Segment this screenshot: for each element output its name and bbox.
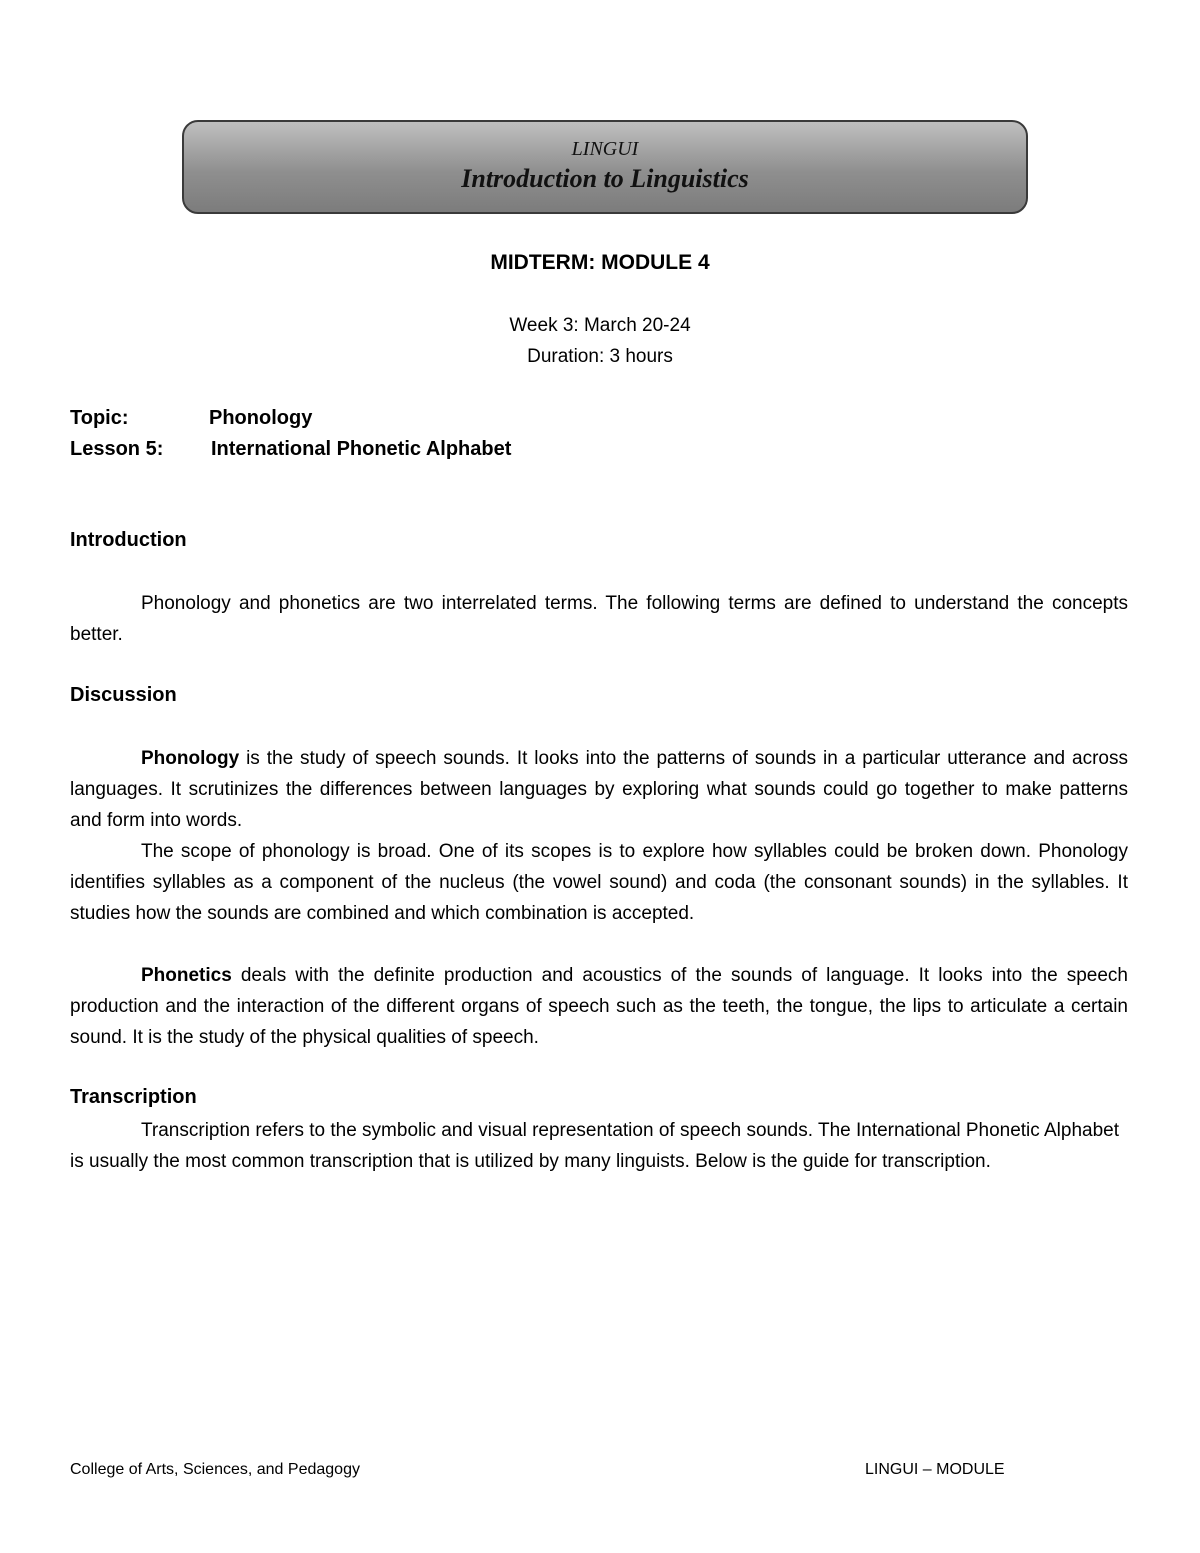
phonology-term: Phonology <box>141 748 240 769</box>
course-banner <box>182 120 1028 214</box>
phonology-text: is the study of speech sounds. It looks into the patterns of sounds in a particular utterance and across languages. It scrutinizes the differences between languages by exploring what sounds could go together to make patterns and form into words. <box>70 748 1128 831</box>
lesson-label: Lesson 5: <box>70 438 164 460</box>
discussion-heading: Discussion <box>70 684 177 706</box>
footer-module: LINGUI – MODULE <box>865 1461 1005 1478</box>
transcription-text: Transcription refers to the symbolic and visual representation of speech sounds. The International Phonetic Alphabet is usually the most common transcription that is utilized by many linguists. Below is the guide for transcription. <box>70 1120 1120 1172</box>
transcription-paragraph <box>70 1115 1128 1177</box>
course-code: LINGUI <box>571 138 639 160</box>
topic-label: Topic: <box>70 407 129 429</box>
course-title: Introduction to Linguistics <box>461 164 749 193</box>
transcription-heading: Transcription <box>70 1086 197 1108</box>
phonology-paragraph <box>70 743 1128 836</box>
module-week: Week 3: March 20-24 <box>509 315 691 336</box>
topic-value: Phonology <box>209 407 313 429</box>
phonetics-term: Phonetics <box>141 965 232 986</box>
lesson-value: International Phonetic Alphabet <box>211 438 512 460</box>
scope-paragraph <box>70 836 1128 929</box>
phonetics-text: deals with the definite production and acoustics of the sounds of language. It looks into the speech production and the interaction of the different organs of speech such as the teeth, the tongue, the lips to articulate a certain sound. It is the study of the physical qualities of speech. <box>70 965 1128 1048</box>
phonetics-paragraph <box>70 960 1128 1053</box>
footer-college: College of Arts, Sciences, and Pedagogy <box>70 1461 360 1478</box>
introduction-paragraph <box>70 588 1128 650</box>
introduction-heading: Introduction <box>70 529 187 551</box>
introduction-text: Phonology and phonetics are two interrelated terms. The following terms are defined to understand the concepts better. <box>70 593 1128 645</box>
scope-text: The scope of phonology is broad. One of its scopes is to explore how syllables could be broken down. Phonology identifies syllables as a component of the nucleus (the vowel sound) and coda (the consonant sounds) in the syllables. It studies how the sounds are combined and which combination is accepted. <box>70 841 1128 924</box>
module-duration: Duration: 3 hours <box>527 346 673 367</box>
module-title: MIDTERM: MODULE 4 <box>490 251 710 274</box>
